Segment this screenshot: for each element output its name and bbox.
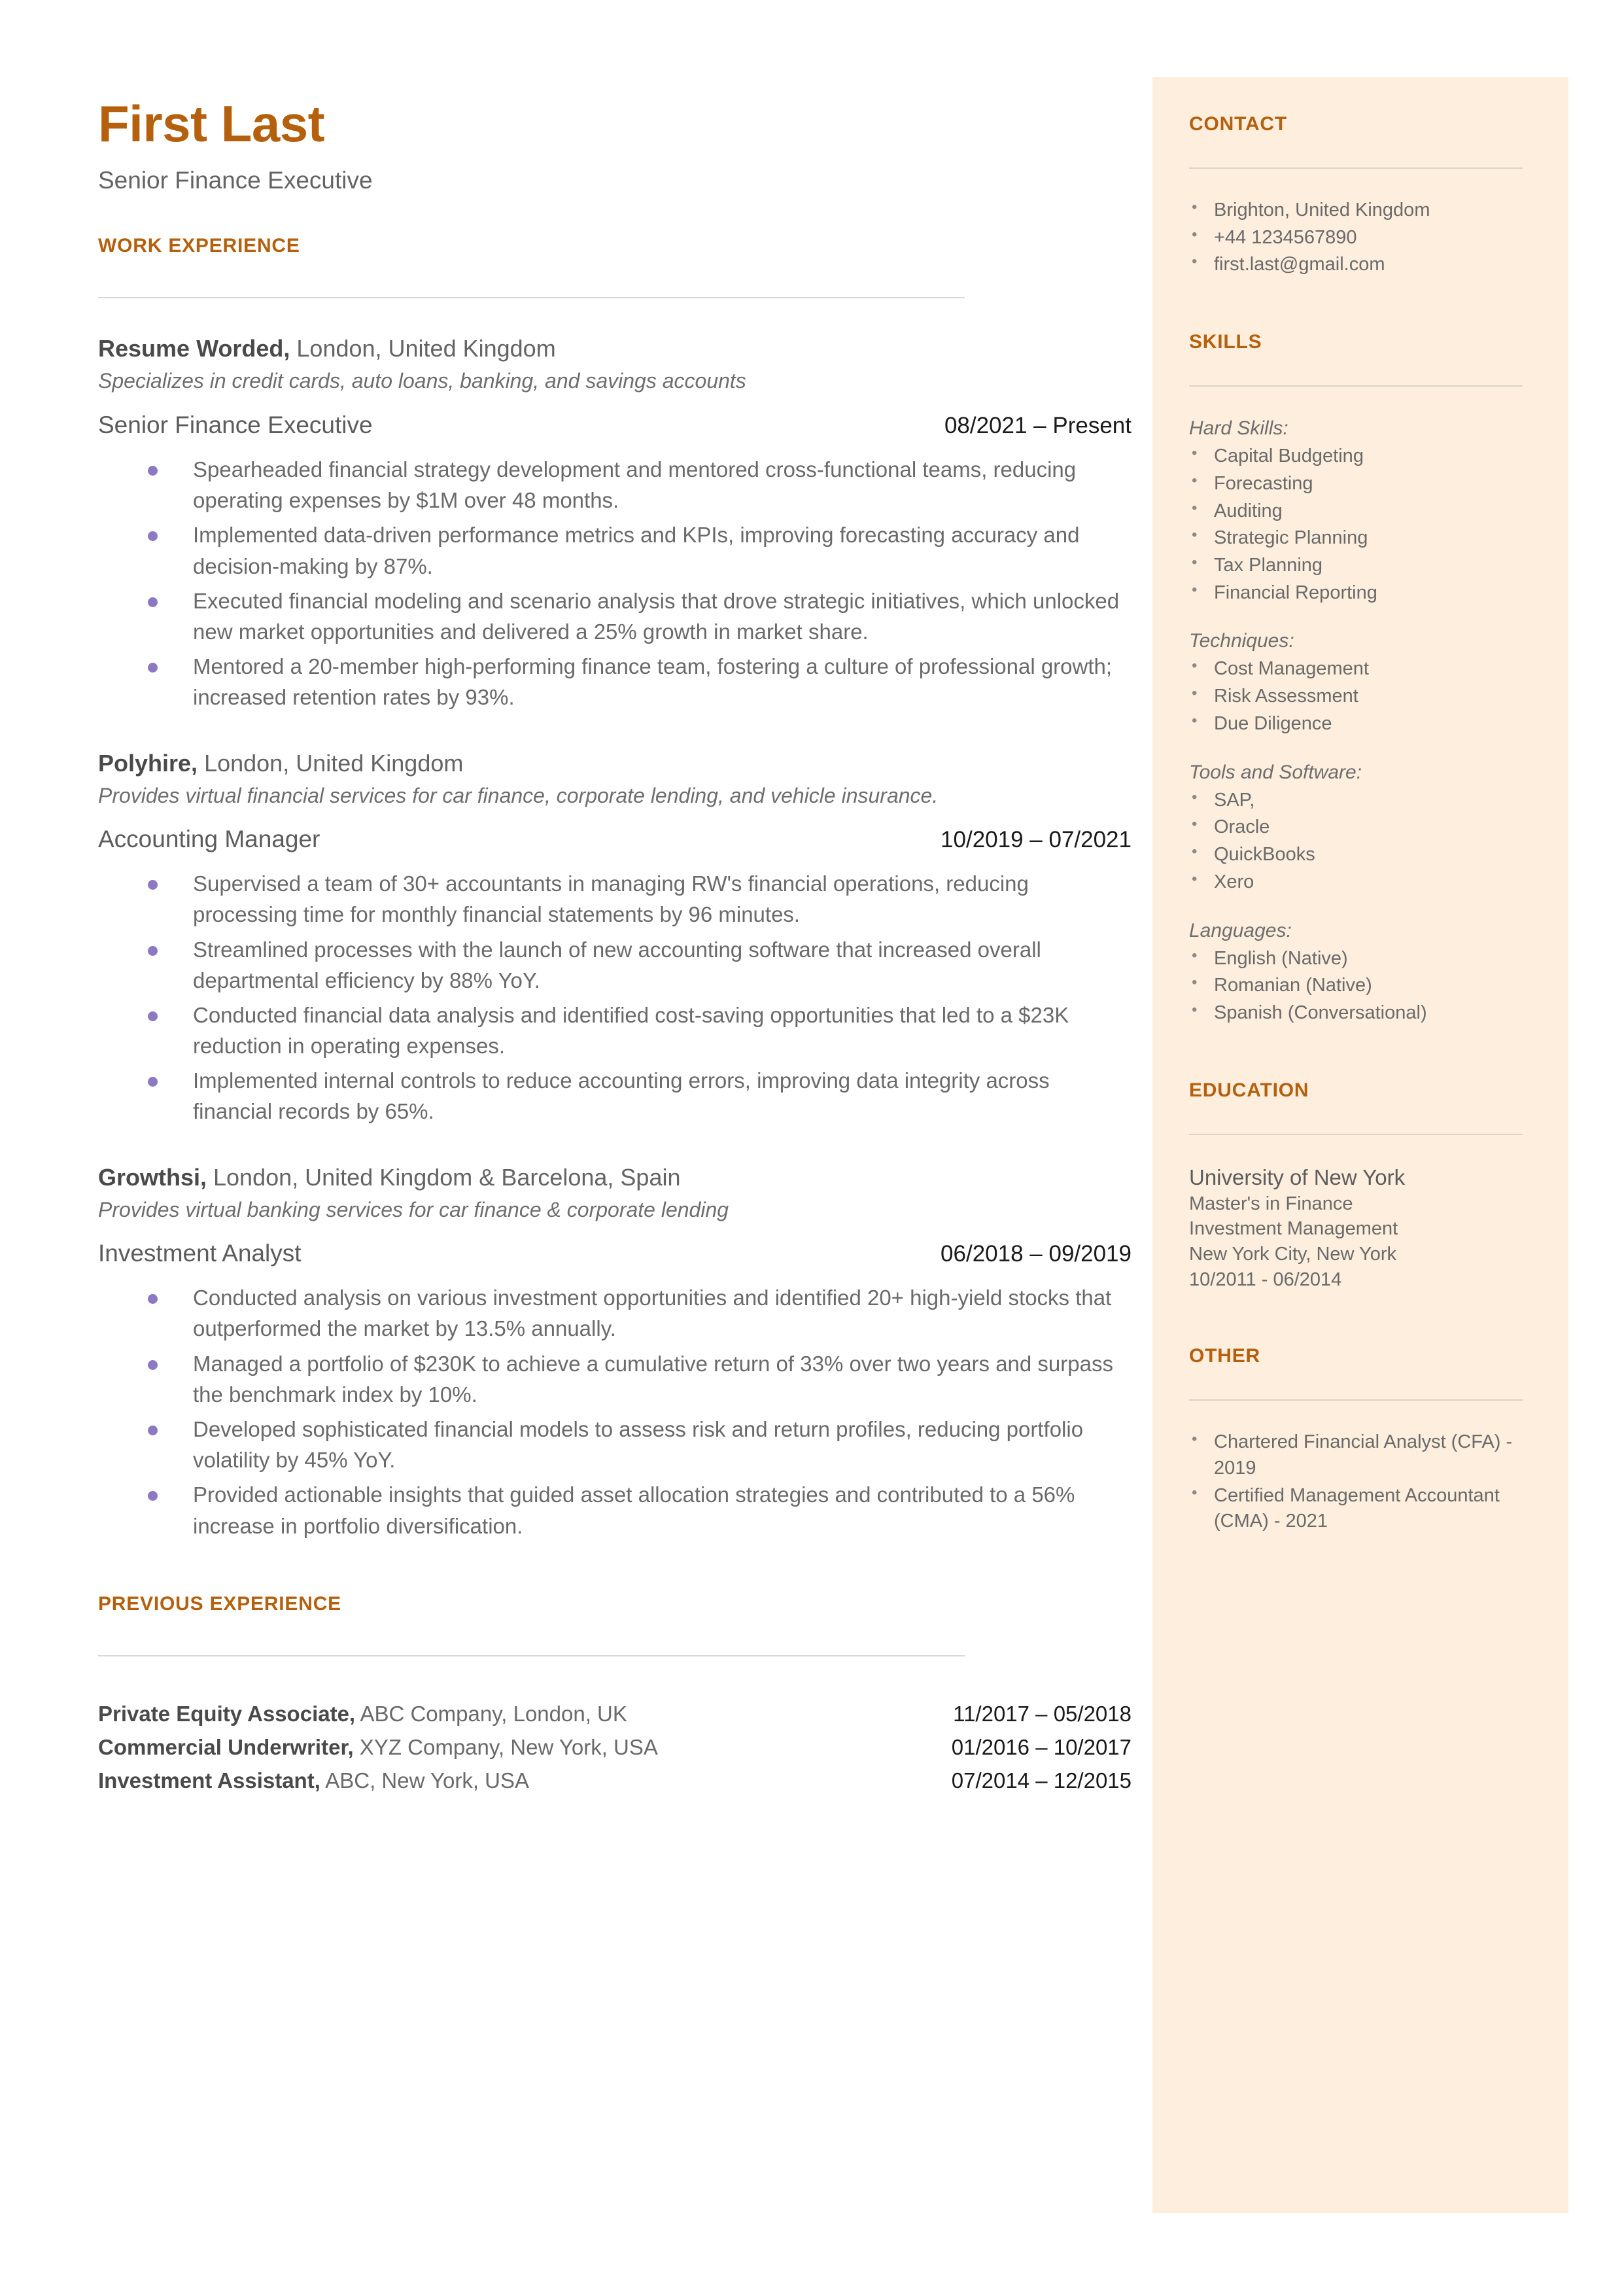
other-item: • Chartered Financial Analyst (CFA) - 2019 <box>1189 1429 1536 1481</box>
job-dates: 08/2021 – Present <box>944 412 1132 438</box>
skill-item-list <box>1189 788 1536 896</box>
job-company-description: Provides virtual financial services for car finance, corporate lending, and vehicle insurance. <box>98 783 939 807</box>
job-bullet: Managed a portfolio of $230K to achieve a cumulative return of 33% over two years and surpass the benchmark index by 10%. <box>98 1348 1132 1410</box>
job-dates: 10/2019 – 07/2021 <box>941 826 1132 852</box>
previous-experience-dates: 07/2014 – 12/2015 <box>951 1768 1132 1793</box>
job-location: London, United Kingdom <box>198 749 464 777</box>
skill-item: • Forecasting <box>1189 471 1536 497</box>
previous-experience-title: Investment Assistant, <box>98 1768 320 1793</box>
section-heading-contact: CONTACT <box>1189 113 1288 135</box>
contact-item: • first.last@gmail.com <box>1189 252 1536 278</box>
divider <box>98 297 965 298</box>
job-company-name: Growthsi, <box>98 1163 207 1191</box>
skill-item: • Romanian (Native) <box>1189 973 1536 999</box>
job-bullet: Developed sophisticated financial models to assess risk and return profiles, reducing portfolio volatility by 45% YoY. <box>98 1414 1132 1475</box>
skill-item: • Risk Assessment <box>1189 684 1536 710</box>
job-bullet: Provided actionable insights that guided asset allocation strategies and contributed to a 56% increase in portfolio diversification. <box>98 1479 1132 1541</box>
skill-item-list <box>1189 656 1536 737</box>
job-company-name: Polyhire, <box>98 749 198 777</box>
job-bullet: Conducted analysis on various investment opportunities and identified 20+ high-yield stocks that outperformed the market by 13.5% annually. <box>98 1282 1132 1344</box>
job-bullet: Executed financial modeling and scenario analysis that drove strategic initiatives, which unlocked new market opportunities and delivered a 25% growth in market share. <box>98 586 1132 647</box>
previous-experience-list <box>98 1700 1132 1796</box>
job-company-description: Provides virtual banking services for car finance & corporate lending <box>98 1197 729 1221</box>
previous-experience-row <box>98 1733 1132 1762</box>
job-company-name: Resume Worded, <box>98 335 290 362</box>
skill-item: • English (Native) <box>1189 946 1536 972</box>
previous-experience-detail: ABC Company, London, UK <box>355 1701 627 1726</box>
previous-experience-detail: ABC, New York, USA <box>320 1768 530 1793</box>
skill-item: • SAP, <box>1189 788 1536 814</box>
education-focus: Investment Management <box>1189 1218 1398 1240</box>
section-heading-education: EDUCATION <box>1189 1079 1309 1101</box>
section-heading-other: OTHER <box>1189 1345 1260 1367</box>
skill-item: • Auditing <box>1189 499 1536 525</box>
previous-experience-dates: 01/2016 – 10/2017 <box>951 1734 1132 1759</box>
skill-group-label: Languages: <box>1189 919 1292 941</box>
skill-item-list <box>1189 444 1536 606</box>
divider <box>1189 167 1523 169</box>
skill-group-label: Hard Skills: <box>1189 417 1288 440</box>
contact-list <box>1189 198 1536 278</box>
previous-experience-detail: XYZ Company, New York, USA <box>353 1734 658 1759</box>
work-experience-entry <box>98 748 1132 1127</box>
skill-group <box>1189 415 1536 606</box>
education-entry <box>1189 1164 1536 1292</box>
previous-experience-row <box>98 1700 1132 1729</box>
skill-group <box>1189 760 1536 896</box>
skill-item: • Tax Planning <box>1189 553 1536 579</box>
other-list <box>1189 1429 1536 1535</box>
divider <box>1189 385 1523 387</box>
previous-experience-dates: 11/2017 – 05/2018 <box>953 1701 1132 1726</box>
skills-groups <box>1189 415 1536 1026</box>
previous-experience-label <box>98 1733 658 1762</box>
skill-item: • Spanish (Conversational) <box>1189 1000 1536 1026</box>
education-location: New York City, New York <box>1189 1244 1396 1265</box>
contact-item: • Brighton, United Kingdom <box>1189 198 1536 224</box>
skill-item: • QuickBooks <box>1189 842 1536 868</box>
skill-group-label: Techniques: <box>1189 630 1294 652</box>
skill-group <box>1189 628 1536 737</box>
skill-item: • Financial Reporting <box>1189 580 1536 606</box>
contact-block <box>1189 198 1536 278</box>
previous-experience-title: Private Equity Associate, <box>98 1701 356 1726</box>
divider <box>1189 1134 1523 1135</box>
job-bullet-list <box>98 454 1132 713</box>
other-section <box>1189 1344 1536 1535</box>
skill-item: • Oracle <box>1189 815 1536 841</box>
job-bullet-list <box>98 868 1132 1127</box>
education-degree: Master's in Finance <box>1189 1193 1353 1214</box>
job-role-row <box>98 825 1132 854</box>
job-role-row <box>98 411 1132 440</box>
page-title: First Last <box>98 95 325 152</box>
job-bullet: Spearheaded financial strategy development and mentored cross-functional teams, reducing operating expenses by $1M over 48 months. <box>98 454 1132 516</box>
skill-item: • Cost Management <box>1189 656 1536 682</box>
job-bullet: Implemented data-driven performance metrics and KPIs, improving forecasting accuracy and decision-making by 87%. <box>98 519 1132 581</box>
divider <box>1189 1399 1523 1401</box>
main-column <box>98 95 1132 1799</box>
job-bullet: Conducted financial data analysis and identified cost-saving opportunities that led to a $23K reduction in operating expenses. <box>98 1000 1132 1061</box>
job-company <box>98 1163 1132 1192</box>
job-title: Accounting Manager <box>98 825 320 852</box>
section-heading-skills: SKILLS <box>1189 331 1262 353</box>
skill-group-label: Tools and Software: <box>1189 761 1362 783</box>
headline: Senior Finance Executive <box>98 167 373 194</box>
job-role-row <box>98 1239 1132 1268</box>
work-experience-entry <box>98 334 1132 712</box>
skill-item: • Capital Budgeting <box>1189 444 1536 470</box>
job-company-description: Specializes in credit cards, auto loans, banking, and savings accounts <box>98 369 746 393</box>
job-bullet: Streamlined processes with the launch of new accounting software that increased overall departmental efficiency by 88% YoY. <box>98 934 1132 996</box>
previous-experience-title: Commercial Underwriter, <box>98 1734 354 1759</box>
job-dates: 06/2018 – 09/2019 <box>941 1240 1132 1267</box>
previous-experience-label <box>98 1700 627 1729</box>
job-location: London, United Kingdom <box>290 335 556 362</box>
job-title: Senior Finance Executive <box>98 411 373 438</box>
other-block <box>1189 1429 1536 1535</box>
contact-item: • +44 1234567890 <box>1189 225 1536 251</box>
previous-experience-label <box>98 1766 529 1796</box>
skill-item-list <box>1189 946 1536 1026</box>
skill-item: • Strategic Planning <box>1189 525 1536 552</box>
skill-group <box>1189 918 1536 1026</box>
section-heading-previous-experience: PREVIOUS EXPERIENCE <box>98 1592 341 1615</box>
job-company <box>98 334 1132 363</box>
education-school: University of New York <box>1189 1165 1406 1189</box>
job-bullet: Supervised a team of 30+ accountants in managing RW's financial operations, reducing processing time for monthly financial statements by 96 minutes. <box>98 868 1132 930</box>
section-heading-work-experience: WORK EXPERIENCE <box>98 235 300 257</box>
previous-experience-section <box>98 1592 1132 1796</box>
job-location: London, United Kingdom & Barcelona, Spain <box>207 1163 681 1191</box>
job-bullet: Mentored a 20-member high-performing finance team, fostering a culture of professional growth; increased retention rates by 93%. <box>98 651 1132 712</box>
skills-section <box>1189 330 1536 1026</box>
previous-experience-row <box>98 1766 1132 1796</box>
education-dates: 10/2011 - 06/2014 <box>1189 1269 1342 1290</box>
skill-item: • Xero <box>1189 869 1536 896</box>
education-section <box>1189 1079 1536 1292</box>
sidebar-column <box>1189 113 1536 1536</box>
divider <box>98 1655 965 1656</box>
job-company <box>98 748 1132 778</box>
work-experience-entry <box>98 1163 1132 1541</box>
job-title: Investment Analyst <box>98 1239 302 1267</box>
skill-item: • Due Diligence <box>1189 711 1536 737</box>
job-bullet: Implemented internal controls to reduce accounting errors, improving data integrity across financial records by 65%. <box>98 1065 1132 1127</box>
other-item: • Certified Management Accountant (CMA) - 2021 <box>1189 1483 1536 1535</box>
job-bullet-list <box>98 1282 1132 1541</box>
work-experience-list <box>98 334 1132 1541</box>
